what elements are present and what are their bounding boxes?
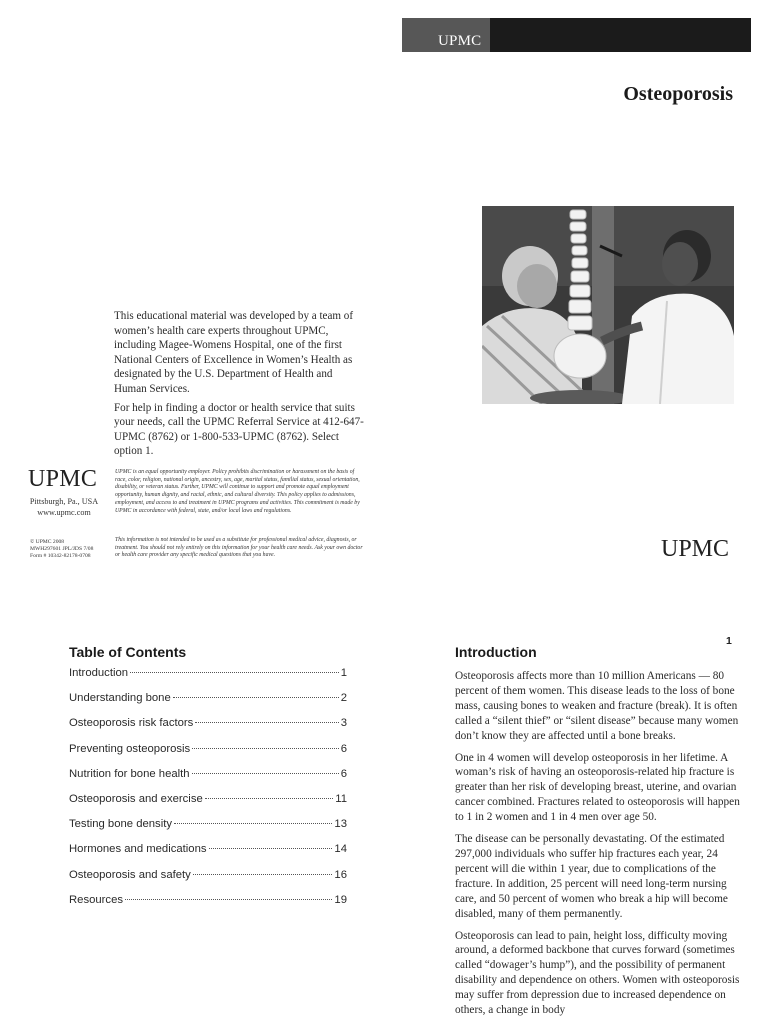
introduction-paragraph: Osteoporosis can lead to pain, height loss, difficulty moving around, a deformed backbone that curves forward (sometimes called “dowager’s hump”), and the possibility of permanent disability and dependence on others. Women with osteoporosis may suffer from depression due to increased dependence on others, a change in body xyxy=(455,929,740,1017)
eeo-statement: UPMC is an equal opportunity employer. Policy prohibits discrimination or harassment on the basis of race, color, religion, national origin, ancestry, sex, age, marital status, familial status, sexual orientation, disability, or veteran status. Further, UPMC will continue to support and promote equal employment opportunity, human dignity, and racial, ethnic, and cultural diversity. This policy applies to admissions, employment, and access to and treatment in UPMC programs and activities. This commitment is made by UPMC in accordance with federal, state, and/or local laws and regulations. xyxy=(115,469,360,514)
toc-leader-dots xyxy=(209,848,333,849)
cover-title: Osteoporosis xyxy=(623,83,733,105)
toc-leader-dots xyxy=(130,672,339,673)
toc-leader-dots xyxy=(205,798,334,799)
toc-leader-dots xyxy=(193,874,333,875)
toc-item-page: 16 xyxy=(334,868,347,881)
toc-item-preventing[interactable] xyxy=(69,743,347,768)
inside-cover-paragraph: This educational material was developed by a team of women’s health care experts throughout UPMC, including Magee-Womens Hospital, one of the first National Centers of Excellence in Women’s Health as designated by the U.S. Department of Health and Human Services. xyxy=(114,310,354,395)
toc-leader-dots xyxy=(195,722,338,723)
introduction-paragraph: Osteoporosis affects more than 10 million Americans — 80 percent of them women. This disease leads to the loss of bone mass, causing bones to weaken and fracture (break). It is often called a “silent thief” or “silent disease” because many women don’t know they are affected until a bone breaks. xyxy=(455,670,739,742)
toc-item-resources[interactable] xyxy=(69,894,347,919)
toc-item-hormones[interactable] xyxy=(69,843,347,868)
job-code-line: MWH297601 JPL/JDS 7/08 xyxy=(30,546,94,553)
upmc-header-bar xyxy=(402,18,751,52)
toc-leader-dots xyxy=(174,823,332,824)
toc-leader-dots xyxy=(125,899,332,900)
toc-item-exercise[interactable] xyxy=(69,793,347,818)
toc-item-title: Resources xyxy=(69,893,123,906)
footer-codes xyxy=(30,539,93,561)
toc-item-page: 14 xyxy=(334,843,347,856)
cover-photo-illustration xyxy=(482,206,734,404)
introduction-body xyxy=(455,669,747,1025)
introduction-paragraph: One in 4 women will develop osteoporosis in her lifetime. A woman’s risk of having an osteoporosis-related hip fracture is greater than her risk of developing breast, uterine, and ovarian cancer combined. Fractures related to osteoporosis will happen to 1 in 2 women and 1 in 4 men over age 50. xyxy=(455,751,740,824)
toc-item-title: Understanding bone xyxy=(69,692,171,705)
toc-item-title: Testing bone density xyxy=(69,818,172,831)
toc-item-title: Osteoporosis and safety xyxy=(69,868,191,881)
back-cover-logo: UPMC xyxy=(661,536,730,562)
inside-cover-text xyxy=(114,309,364,463)
inside-cover-paragraph: For help in finding a doctor or health service that suits your needs, call the UPMC Referral Service at 412-647-UPMC (8762) or 1-800-533-UPMC (8762). Select option 1. xyxy=(114,401,364,458)
toc-item-page: 2 xyxy=(340,692,347,705)
toc-item-title: Nutrition for bone health xyxy=(69,767,190,780)
cover-photo xyxy=(482,206,734,404)
toc-item-page: 3 xyxy=(340,717,347,730)
page-number: 1 xyxy=(726,635,732,647)
toc-item-understanding-bone[interactable] xyxy=(69,692,347,717)
toc-item-title: Osteoporosis risk factors xyxy=(69,717,194,730)
toc-item-page: 13 xyxy=(334,818,347,831)
footer-address xyxy=(28,496,100,518)
form-number-line: Form # 10342-82178-0708 xyxy=(30,553,91,560)
footer-city: Pittsburgh, Pa., USA xyxy=(29,497,99,506)
footer-logo: UPMC xyxy=(28,466,98,492)
toc-item-bone-density[interactable] xyxy=(69,818,347,843)
medical-disclaimer: This information is not intended to be used as a substitute for professional medical advice, diagnosis, or treatment. You should not rely entirely on this information for your health care needs. Ask your own doctor or health care provider any specific medical questions that you have. xyxy=(115,537,363,559)
upmc-bar-label: UPMC xyxy=(438,33,482,49)
toc-item-page: 11 xyxy=(335,792,347,805)
toc-item-nutrition[interactable] xyxy=(69,768,347,793)
toc-item-page: 6 xyxy=(340,767,347,780)
introduction-paragraph: The disease can be personally devastating. Of the estimated 297,000 individuals who suffer hip fractures each year, 24 percent will die within 1 year, due to complications of the fracture. In addition, 25 percent will need long-term nursing care, and 50 percent of women who break a hip will become disabled, many of them permanently. xyxy=(455,833,728,920)
introduction-heading: Introduction xyxy=(455,644,537,660)
copyright-line: © UPMC 2008 xyxy=(30,539,65,545)
toc-leader-dots xyxy=(173,697,339,698)
toc-item-title: Preventing osteoporosis xyxy=(69,742,191,755)
toc-item-title: Introduction xyxy=(69,667,129,679)
toc-leader-dots xyxy=(192,748,339,749)
toc-item-title: Hormones and medications xyxy=(69,843,207,856)
toc-item-risk-factors[interactable] xyxy=(69,717,347,742)
table-of-contents xyxy=(69,667,347,919)
toc-item-safety[interactable] xyxy=(69,869,347,894)
toc-item-page: 19 xyxy=(334,893,347,906)
footer-website[interactable]: www.upmc.com xyxy=(37,508,91,517)
toc-item-page: 1 xyxy=(340,667,347,679)
toc-heading: Table of Contents xyxy=(69,644,187,660)
toc-leader-dots xyxy=(192,773,339,774)
toc-item-introduction[interactable] xyxy=(69,667,347,692)
toc-item-title: Osteoporosis and exercise xyxy=(69,792,203,805)
toc-item-page: 6 xyxy=(340,742,347,755)
